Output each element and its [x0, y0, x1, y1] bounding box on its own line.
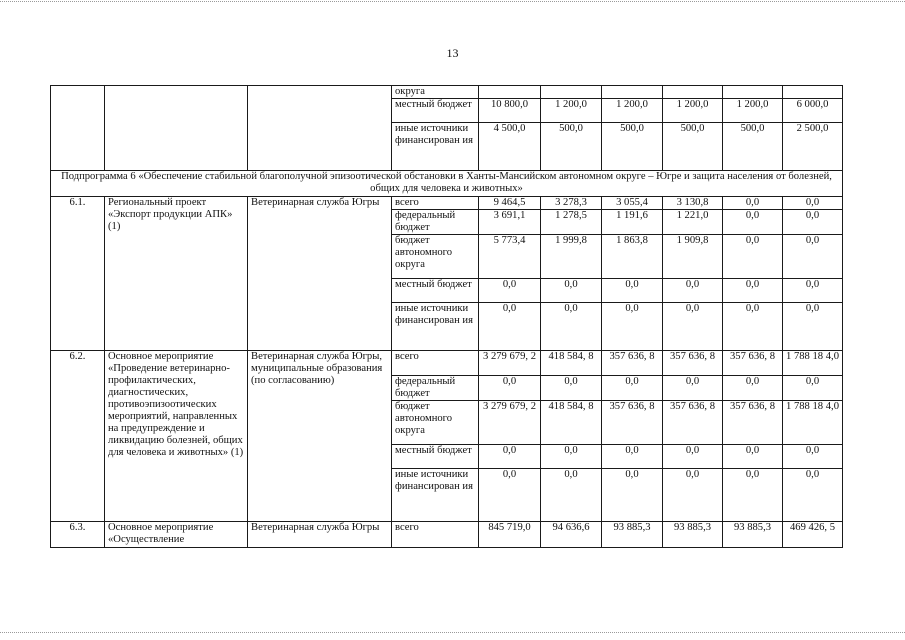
item-name: Основное мероприятие «Осуществление [105, 522, 248, 548]
value-cell: 3 279 679, 2 [479, 351, 541, 376]
value-cell: 0,0 [723, 279, 783, 303]
budget-table-body [51, 86, 843, 548]
value-cell: 357 636, 8 [723, 401, 783, 445]
value-cell: 0,0 [783, 235, 843, 279]
value-cell: 9 464,5 [479, 197, 541, 210]
value-cell [479, 86, 541, 99]
value-cell: 93 885,3 [602, 522, 663, 548]
value-cell: 4 500,0 [479, 123, 541, 171]
item-number: 6.2. [51, 351, 105, 522]
subprogram-row [51, 171, 843, 197]
item-number: 6.3. [51, 522, 105, 548]
funding-source-cell: местный бюджет [392, 99, 479, 123]
value-cell: 357 636, 8 [663, 401, 723, 445]
value-cell: 1 221,0 [663, 210, 723, 235]
value-cell: 3 055,4 [602, 197, 663, 210]
value-cell: 845 719,0 [479, 522, 541, 548]
value-cell: 0,0 [479, 279, 541, 303]
item-number: 6.1. [51, 197, 105, 351]
value-cell [723, 86, 783, 99]
item-executor: Ветеринарная служба Югры [248, 522, 392, 548]
value-cell: 0,0 [541, 469, 602, 522]
value-cell: 0,0 [783, 445, 843, 469]
value-cell: 0,0 [602, 376, 663, 401]
value-cell: 500,0 [541, 123, 602, 171]
table-row [51, 86, 843, 99]
value-cell: 1 788 18 4,0 [783, 401, 843, 445]
value-cell: 357 636, 8 [663, 351, 723, 376]
value-cell: 6 000,0 [783, 99, 843, 123]
funding-source-cell: иные источники финансирован ия [392, 469, 479, 522]
value-cell: 1 200,0 [663, 99, 723, 123]
value-cell: 0,0 [663, 445, 723, 469]
value-cell: 0,0 [723, 445, 783, 469]
value-cell: 93 885,3 [663, 522, 723, 548]
value-cell [602, 86, 663, 99]
value-cell: 1 200,0 [602, 99, 663, 123]
executor-cell [248, 86, 392, 171]
value-cell: 10 800,0 [479, 99, 541, 123]
value-cell: 0,0 [723, 469, 783, 522]
value-cell: 0,0 [541, 303, 602, 351]
funding-source-cell: всего [392, 197, 479, 210]
value-cell: 0,0 [663, 469, 723, 522]
value-cell: 0,0 [602, 445, 663, 469]
funding-source-cell: всего [392, 351, 479, 376]
funding-source-cell: иные источники финансирован ия [392, 123, 479, 171]
funding-source-cell: бюджет автономного округа [392, 235, 479, 279]
value-cell: 0,0 [541, 376, 602, 401]
item-executor: Ветеринарная служба Югры, муниципальные образования (по согласованию) [248, 351, 392, 522]
value-cell: 0,0 [541, 279, 602, 303]
funding-source-cell: местный бюджет [392, 279, 479, 303]
value-cell: 357 636, 8 [602, 351, 663, 376]
item-executor: Ветеринарная служба Югры [248, 197, 392, 351]
subprogram-title: Подпрограмма 6 «Обеспечение стабильной благополучной эпизоотической обстановки в Ханты-Мансийском автономном округе – Югре и защита населения от болезней, общих для человека и животных» [51, 171, 843, 197]
value-cell: 1 200,0 [541, 99, 602, 123]
value-cell: 1 278,5 [541, 210, 602, 235]
item-name: Основное мероприятие «Проведение ветеринарно-профилактических, диагностических, противоэпизоотических мероприятий, направленных на предупреждение и ликвидацию болезней, общих для человека и животных» (1) [105, 351, 248, 522]
value-cell: 0,0 [783, 210, 843, 235]
value-cell [663, 86, 723, 99]
value-cell: 0,0 [479, 445, 541, 469]
value-cell: 3 278,3 [541, 197, 602, 210]
funding-source-cell: иные источники финансирован ия [392, 303, 479, 351]
funding-source-cell: округа [392, 86, 479, 99]
funding-source-cell: федеральный бюджет [392, 376, 479, 401]
value-cell: 0,0 [783, 303, 843, 351]
value-cell: 3 130,8 [663, 197, 723, 210]
value-cell: 3 279 679, 2 [479, 401, 541, 445]
page-number: 13 [446, 46, 459, 60]
value-cell [783, 86, 843, 99]
scan-bottom-edge [0, 632, 905, 633]
value-cell: 0,0 [663, 376, 723, 401]
value-cell: 94 636,6 [541, 522, 602, 548]
table-row [51, 522, 843, 548]
funding-source-cell: всего [392, 522, 479, 548]
value-cell: 0,0 [663, 303, 723, 351]
value-cell: 1 909,8 [663, 235, 723, 279]
value-cell: 0,0 [479, 469, 541, 522]
value-cell: 0,0 [602, 303, 663, 351]
value-cell: 357 636, 8 [723, 351, 783, 376]
value-cell: 418 584, 8 [541, 351, 602, 376]
value-cell: 0,0 [723, 303, 783, 351]
value-cell: 5 773,4 [479, 235, 541, 279]
value-cell: 0,0 [479, 376, 541, 401]
value-cell: 418 584, 8 [541, 401, 602, 445]
value-cell: 2 500,0 [783, 123, 843, 171]
value-cell: 1 863,8 [602, 235, 663, 279]
funding-source-cell: федеральный бюджет [392, 210, 479, 235]
scan-top-edge [0, 1, 905, 2]
value-cell: 0,0 [723, 235, 783, 279]
value-cell: 1 200,0 [723, 99, 783, 123]
value-cell: 0,0 [783, 469, 843, 522]
value-cell: 357 636, 8 [602, 401, 663, 445]
value-cell [541, 86, 602, 99]
value-cell: 469 426, 5 [783, 522, 843, 548]
budget-table [50, 85, 843, 548]
value-cell: 0,0 [723, 197, 783, 210]
table-row [51, 351, 843, 376]
value-cell: 93 885,3 [723, 522, 783, 548]
funding-source-cell: местный бюджет [392, 445, 479, 469]
value-cell: 0,0 [663, 279, 723, 303]
value-cell: 0,0 [783, 279, 843, 303]
value-cell: 1 999,8 [541, 235, 602, 279]
value-cell: 0,0 [783, 197, 843, 210]
item-name-cell [105, 86, 248, 171]
value-cell: 0,0 [602, 279, 663, 303]
value-cell: 1 191,6 [602, 210, 663, 235]
value-cell: 0,0 [602, 469, 663, 522]
value-cell: 0,0 [783, 376, 843, 401]
item-number-cell [51, 86, 105, 171]
value-cell: 3 691,1 [479, 210, 541, 235]
value-cell: 500,0 [602, 123, 663, 171]
value-cell: 0,0 [723, 376, 783, 401]
value-cell: 500,0 [663, 123, 723, 171]
value-cell: 0,0 [479, 303, 541, 351]
value-cell: 0,0 [541, 445, 602, 469]
table-row [51, 197, 843, 210]
value-cell: 500,0 [723, 123, 783, 171]
value-cell: 0,0 [723, 210, 783, 235]
value-cell: 1 788 18 4,0 [783, 351, 843, 376]
funding-source-cell: бюджет автономного округа [392, 401, 479, 445]
item-name: Региональный проект «Экспорт продукции АПК» (1) [105, 197, 248, 351]
